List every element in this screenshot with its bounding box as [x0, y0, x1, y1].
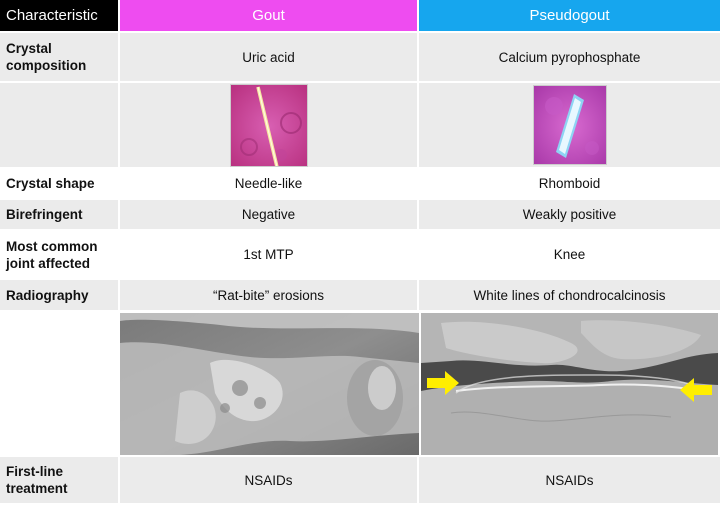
gout-crystal-cell	[120, 83, 419, 169]
pseudogout-radiography: White lines of chondrocalcinosis	[419, 280, 720, 312]
gout-birefringent: Negative	[120, 200, 419, 231]
pseudogout-treatment: NSAIDs	[419, 457, 720, 505]
label-treatment: First-line treatment	[0, 457, 120, 505]
row-composition	[0, 33, 720, 83]
gout-treatment: NSAIDs	[120, 457, 419, 505]
row-birefringent	[0, 200, 720, 231]
label-empty-xray	[0, 312, 120, 457]
row-xray-images	[0, 312, 720, 457]
label-joint: Most common joint affected	[0, 231, 120, 280]
gout-shape: Needle-like	[120, 169, 419, 200]
header-row	[0, 0, 720, 33]
pseudogout-shape: Rhomboid	[419, 169, 720, 200]
label-shape: Crystal shape	[0, 169, 120, 200]
row-joint	[0, 231, 720, 280]
header-pseudogout: Pseudogout	[419, 0, 720, 33]
pseudogout-crystal-image	[533, 85, 607, 165]
gout-crystal-image	[230, 84, 308, 167]
pseudogout-joint: Knee	[419, 231, 720, 280]
gout-xray-cell	[120, 312, 419, 457]
label-composition: Crystal composition	[0, 33, 120, 83]
pseudogout-birefringent: Weakly positive	[419, 200, 720, 231]
pseudogout-composition: Calcium pyrophosphate	[419, 33, 720, 83]
header-characteristic: Characteristic	[0, 0, 120, 33]
label-radiography: Radiography	[0, 280, 120, 312]
row-crystal-images	[0, 83, 720, 169]
header-gout: Gout	[120, 0, 419, 33]
gout-xray-image	[120, 313, 419, 455]
pseudogout-xray-cell	[419, 312, 720, 457]
row-radiography	[0, 280, 720, 312]
pseudogout-crystal-cell	[419, 83, 720, 169]
row-treatment	[0, 457, 720, 505]
gout-radiography: “Rat-bite” erosions	[120, 280, 419, 312]
label-birefringent: Birefringent	[0, 200, 120, 231]
pseudogout-xray-image	[421, 313, 718, 455]
gout-composition: Uric acid	[120, 33, 419, 83]
gout-joint: 1st MTP	[120, 231, 419, 280]
row-shape	[0, 169, 720, 200]
label-empty	[0, 83, 120, 169]
